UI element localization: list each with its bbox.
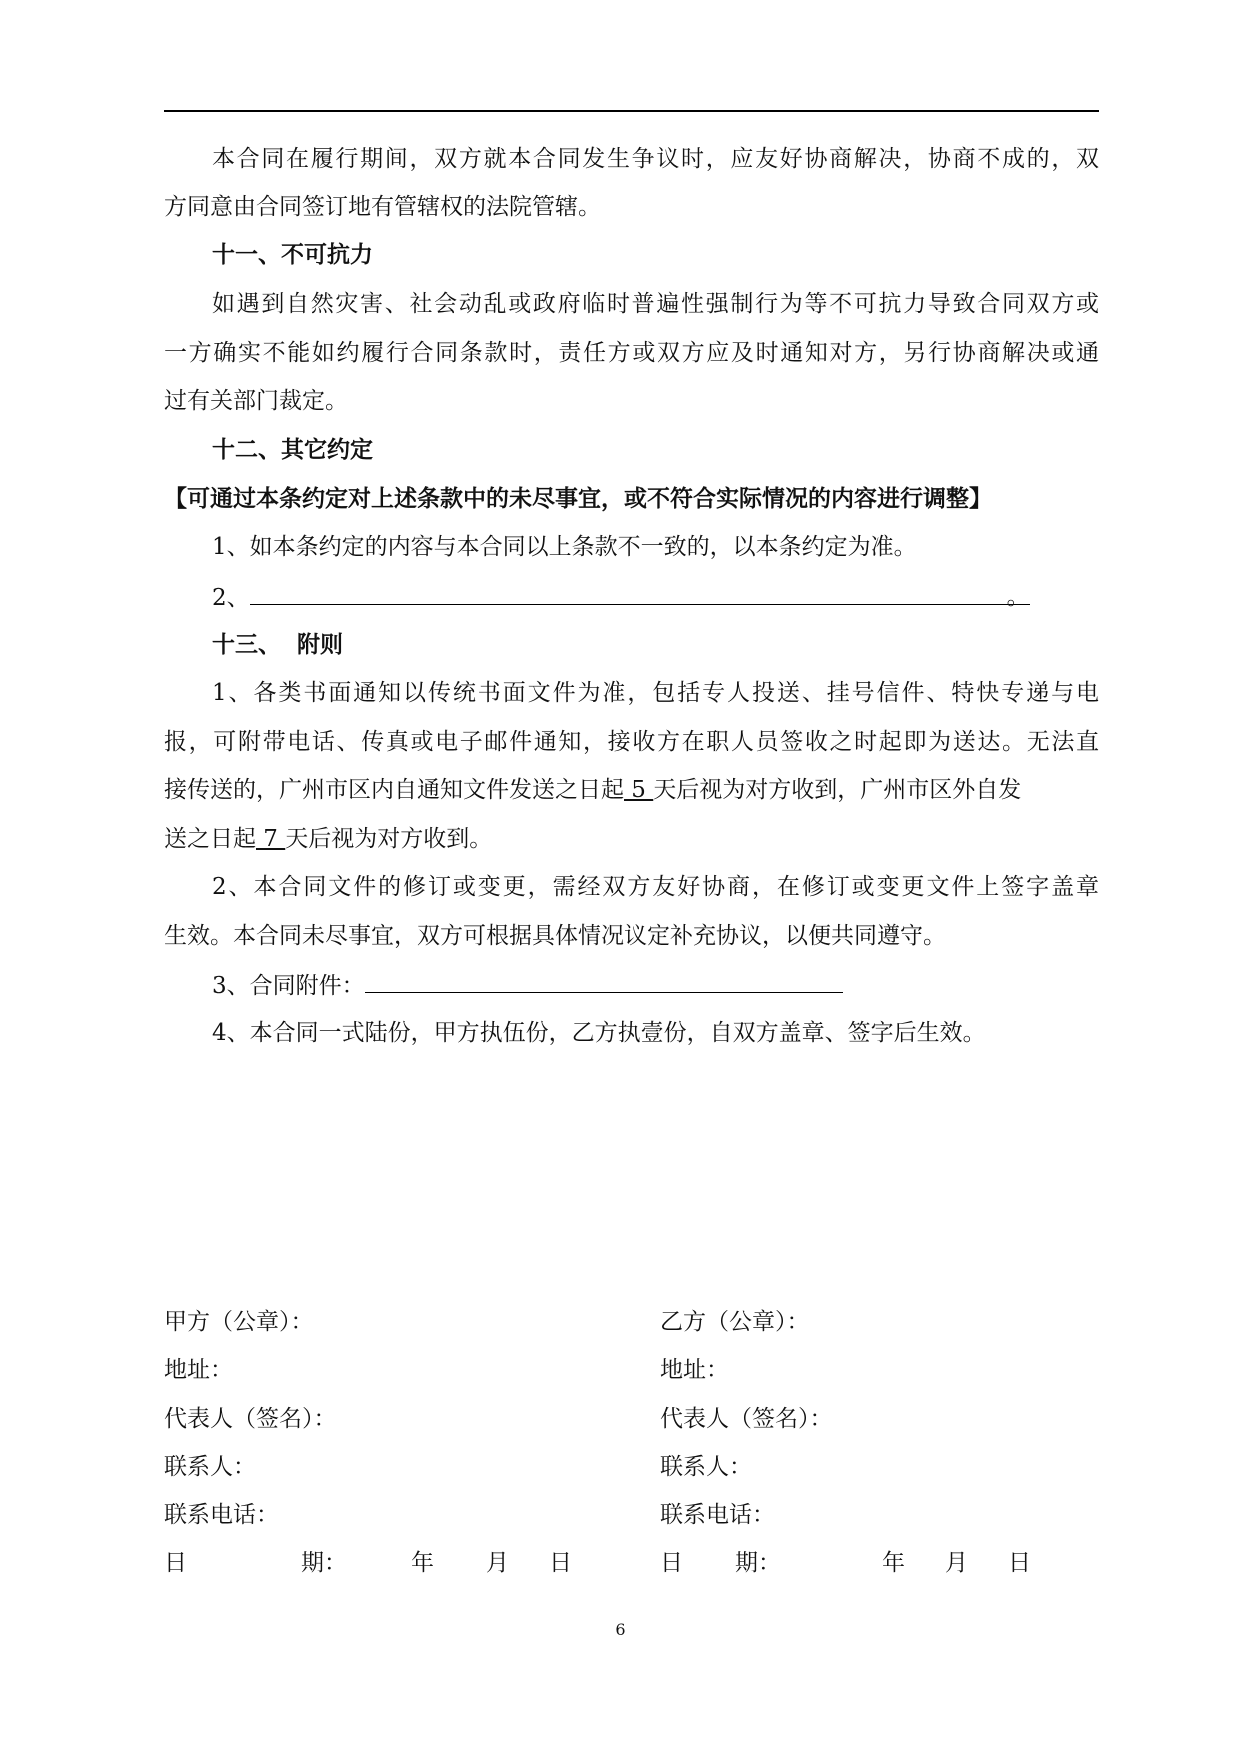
party-b-address: 地址： [660, 1357, 729, 1383]
party-b-date-month: 月 [945, 1550, 968, 1576]
section-11-line-3: 过有关部门裁定。 [164, 388, 348, 414]
party-a-date-month: 月 [486, 1550, 509, 1576]
section-12-item-2 [212, 582, 1099, 613]
section-13-item-3 [212, 970, 1099, 1001]
dispute-line-2: 方同意由合同签订地有管辖权的法院管辖。 [164, 194, 601, 220]
party-a-address: 地址： [164, 1357, 233, 1383]
party-a-contact: 联系人： [164, 1454, 256, 1480]
party-a-seal: 甲方（公章）： [164, 1309, 314, 1335]
party-b-date [660, 1548, 1060, 1578]
section-11-line-2: 一方确实不能如约履行合同条款时，责任方或双方应及时通知对方，另行协商解决或通 [164, 340, 1099, 366]
party-b-date-day: 日 [1008, 1550, 1031, 1576]
party-a-date [164, 1548, 584, 1578]
item-2-prefix: 2、 [212, 585, 250, 611]
section-12-item-1: 1、如本条约定的内容与本合同以上条款不一致的，以本条约定为准。 [212, 534, 917, 560]
party-b-date-year: 年 [882, 1550, 905, 1576]
item-2-period: 。 [1006, 584, 1030, 610]
party-a-phone: 联系电话： [164, 1502, 279, 1528]
header-rule [164, 110, 1099, 112]
line-3-text-a: 接传送的，广州市区内自通知文件发送之日起 [164, 777, 624, 803]
dispute-line-1: 本合同在履行期间，双方就本合同发生争议时，应友好协商解决，协商不成的，双 [212, 146, 1099, 172]
party-a-date-ri: 日 [164, 1550, 187, 1576]
party-b-representative: 代表人（签名）： [660, 1406, 833, 1432]
party-a-date-year: 年 [411, 1550, 434, 1576]
days-local-value: 5 [624, 777, 654, 803]
party-b-contact: 联系人： [660, 1454, 752, 1480]
line-4-text-b: 天后视为对方收到。 [285, 826, 493, 852]
item-2-blank-field[interactable] [250, 582, 1030, 610]
line-3-text-b: 天后视为对方收到，广州市区外自发 [653, 777, 1022, 803]
attachment-blank-field[interactable] [365, 970, 843, 993]
section-11-heading: 十一、不可抗力 [212, 241, 373, 268]
section-13-item-1-line-4 [164, 824, 1099, 854]
party-b-seal: 乙方（公章）： [660, 1309, 810, 1335]
party-a-date-qi: 期： [301, 1550, 347, 1576]
section-13-item-1-line-1: 1、各类书面通知以传统书面文件为准，包括专人投送、挂号信件、特快专递与电 [212, 680, 1099, 706]
section-11-line-1: 如遇到自然灾害、社会动乱或政府临时普遍性强制行为等不可抗力导致合同双方或 [212, 291, 1099, 317]
section-12-note: 【可通过本条约定对上述条款中的未尽事宜，或不符合实际情况的内容进行调整】 [164, 485, 992, 512]
section-13-item-1-line-3 [164, 775, 1099, 805]
line-4-text-a: 送之日起 [164, 826, 256, 852]
attachment-label: 3、合同附件： [212, 973, 365, 999]
party-a-date-day: 日 [549, 1550, 572, 1576]
section-13-item-2-line-2: 生效。本合同未尽事宜，双方可根据具体情况议定补充协议，以便共同遵守。 [164, 923, 946, 949]
days-remote-value: 7 [256, 826, 286, 852]
section-13-item-2-line-1: 2、本合同文件的修订或变更，需经双方友好协商，在修订或变更文件上签字盖章 [212, 874, 1099, 900]
party-a-representative: 代表人（签名）： [164, 1406, 337, 1432]
party-b-date-qi: 期： [735, 1550, 781, 1576]
party-b-date-ri: 日 [660, 1550, 683, 1576]
section-13-item-1-line-2: 报，可附带电话、传真或电子邮件通知，接收方在职人员签收之时起即为送达。无法直 [164, 729, 1099, 755]
page-number: 6 [615, 1620, 626, 1639]
party-b-phone: 联系电话： [660, 1502, 775, 1528]
section-12-heading: 十二、其它约定 [212, 436, 373, 463]
section-13-heading: 十三、 附则 [212, 631, 344, 658]
section-13-item-4: 4、本合同一式陆份，甲方执伍份，乙方执壹份，自双方盖章、签字后生效。 [212, 1020, 986, 1046]
